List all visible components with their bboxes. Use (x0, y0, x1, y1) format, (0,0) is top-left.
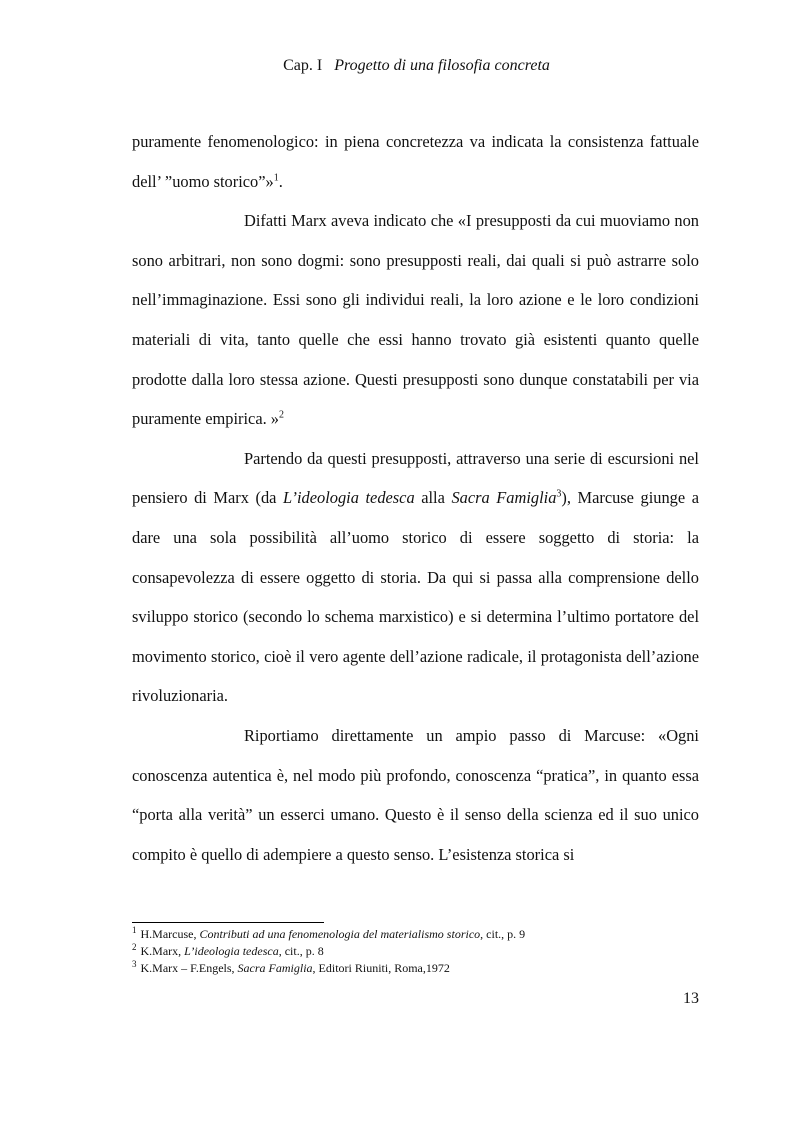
paragraph-2 (132, 201, 699, 439)
footnote-citation: , cit., p. 9 (480, 927, 526, 941)
paragraph-1 (132, 122, 699, 201)
paragraph-3-text-e: ), Marcuse giunge a dare una sola possibilità all’uomo storico di essere soggetto di storia: la consapevolezza di essere oggetto di storia. Da qui si passa alla comprensione dello sviluppo storico (secondo lo schema marxistico) e si determina l’ultimo portatore del movimento storico, cioè il vero agente dell’azione radicale, il protagonista dell’azione rivoluzionaria. (132, 488, 699, 706)
footnote-number: 2 (132, 942, 137, 952)
footnote-divider (132, 922, 324, 923)
book-title-sacra-famiglia: Sacra Famiglia (451, 488, 557, 508)
footnote-1 (132, 926, 699, 943)
footnote-number: 3 (132, 959, 137, 969)
paragraph-4-text: Riportiamo direttamente un ampio passo di Marcuse: «Ogni conoscenza autentica è, nel modo più profondo, conoscenza “pratica”, in quanto essa “porta alla verità” un esserci umano. Questo è il senso della scienza ed il suo unico compito è quello di adempiere a questo senso. L’esistenza storica si (132, 725, 699, 864)
footnotes (132, 926, 699, 977)
footnote-number: 1 (132, 925, 137, 935)
chapter-label: Cap. I (283, 57, 323, 74)
footnote-ref-1: 1 (273, 172, 279, 184)
paragraph-3-text-c: alla (414, 488, 452, 508)
footnote-text: K.Marx, (140, 944, 185, 958)
footnote-ref-2: 2 (279, 409, 284, 421)
footnote-title: L’ideologia tedesca (184, 944, 279, 958)
book-title-ideologia: L’ideologia tedesca (283, 488, 415, 508)
footnote-3 (132, 960, 699, 977)
chapter-title: Progetto di una filosofia concreta (334, 57, 550, 74)
footnote-title: Contributi ad una fenomenologia del materialismo storico (199, 927, 481, 941)
footnote-title: Sacra Famiglia (237, 961, 313, 975)
paragraph-1-text: puramente fenomenologico: in piena concretezza va indicata la consistenza fattuale dell’ ”uomo storico”» (132, 132, 699, 191)
footnote-text: H.Marcuse, (140, 927, 200, 941)
page-header (0, 57, 793, 75)
paragraph-3 (132, 439, 699, 716)
footnote-text: K.Marx – F.Engels, (140, 961, 238, 975)
footnote-2 (132, 943, 699, 960)
paragraph-4 (132, 716, 699, 874)
body-text (132, 122, 699, 874)
paragraph-3-text-a: Partendo da questi presupposti, attraverso una serie di escursioni nel pensiero di Marx (da (132, 448, 699, 508)
page-number: 13 (683, 990, 699, 1007)
footnote-ref-3: 3 (556, 488, 562, 500)
footnote-citation: , cit., p. 8 (278, 944, 324, 958)
paragraph-1-end: . (278, 171, 283, 191)
paragraph-2-text: Difatti Marx aveva indicato che «I presupposti da cui muoviamo non sono arbitrari, non sono dogmi: sono presupposti reali, dai quali si può astrarre solo nell’immaginazione. Essi sono gli individui reali, la loro azione e le loro condizioni materiali di vita, tanto quelle che essi hanno trovato già esistenti quanto quelle prodotte dalla loro stessa azione. Questi presupposti sono dunque constatabili per via puramente empirica. » (132, 211, 699, 429)
footnote-citation: , Editori Riuniti, Roma,1972 (312, 961, 450, 975)
